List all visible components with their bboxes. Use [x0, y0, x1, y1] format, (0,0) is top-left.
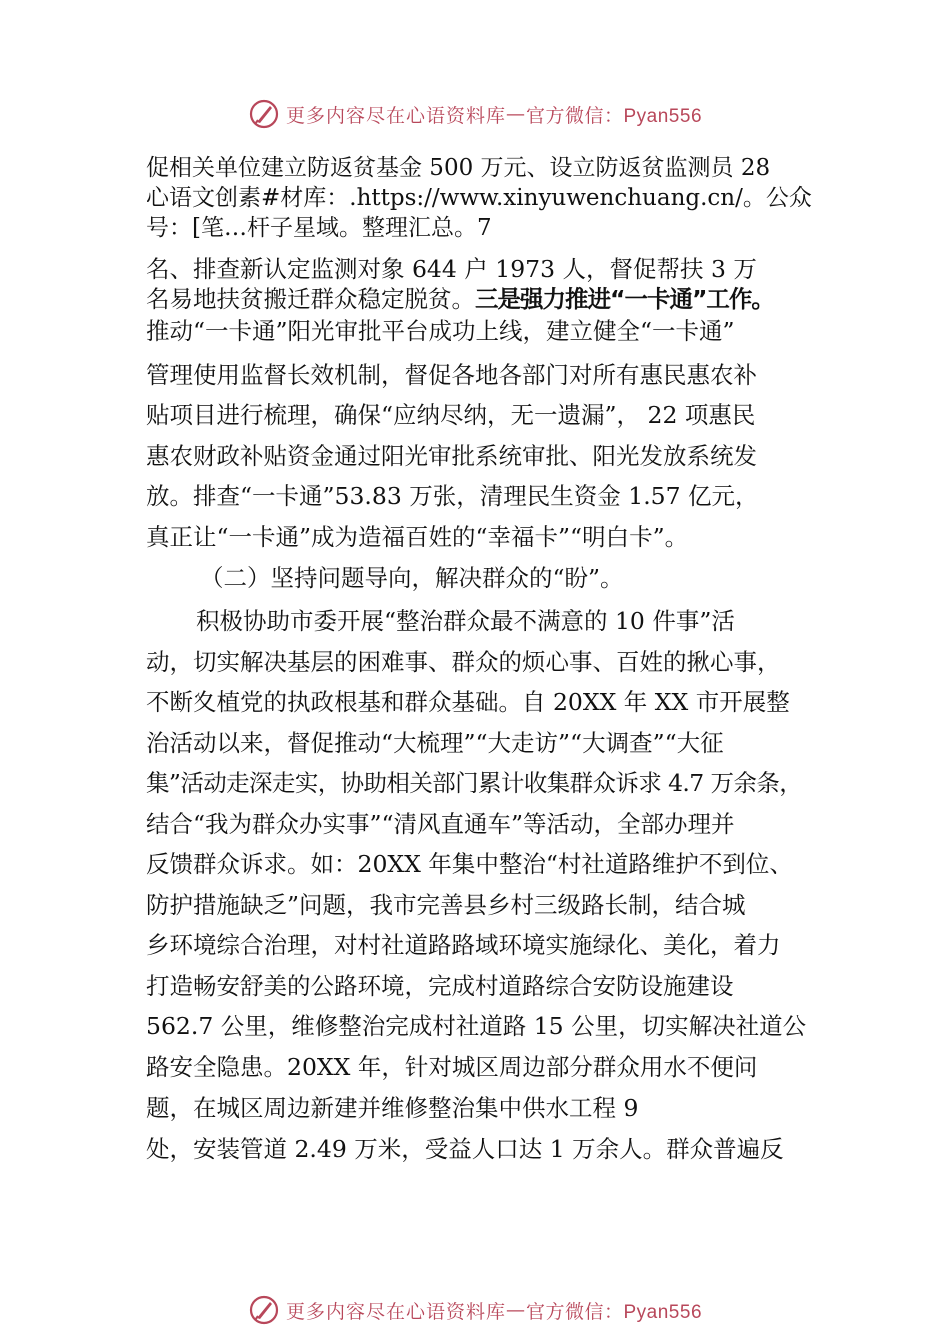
body-line: 动，切实解决基层的困难事、群众的烦心事、百姓的揪心事， [146, 648, 781, 676]
body-line: 管理使用监督长效机制，督促各地各部门对所有惠民惠农补 [146, 361, 757, 389]
body-line: 乡环境综合治理，对村社道路路域环境实施绿化、美化，着力 [146, 931, 781, 959]
body-line: 推动“一卡通”阳光审批平台成功上线，建立健全“一卡通” [146, 317, 735, 345]
body-line: 名、排查新认定监测对象 644 户 1973 人，督促帮扶 3 万 [146, 255, 757, 283]
banner-text: 更多内容尽在心语资料库 [285, 104, 506, 127]
body-line: 反馈群众诉求。如：20XX 年集中整治“村社道路维护不到位、 [146, 850, 793, 878]
body-line: 处，安装管道 2.49 万米，受益人口达 1 万余人。群众普遍反 [146, 1135, 784, 1163]
body-line: 防护措施缺乏”问题，我市完善县乡村三级路长制，结合城 [146, 891, 746, 919]
quill-logo-icon [248, 1294, 280, 1326]
body-line: 惠农财政补贴资金通过阳光审批系统审批、阳光发放系统发 [146, 442, 757, 470]
body-line: 名易地扶贫搬迁群众稳定脱贫。三是强力推进“一卡通”工作。 [146, 285, 774, 313]
banner-contact: 官方微信：Pyan556 [526, 1301, 703, 1323]
body-line: 号：[笔…杆子星域。整理汇总。7 [146, 215, 492, 241]
banner-contact: 官方微信：Pyan556 [526, 105, 703, 127]
footer-banner [0, 1290, 950, 1330]
quill-logo-icon [248, 98, 280, 130]
banner-dash: — [506, 1299, 526, 1321]
banner-text: 更多内容尽在心语资料库 [285, 1300, 506, 1323]
bold-heading: 三是强力推进“一卡通”工作。 [475, 285, 774, 313]
body-line: 打造畅安舒美的公路环境，完成村道路综合安防设施建设 [146, 972, 734, 1000]
section-heading: （二）坚持问题导向，解决群众的“盼”。 [200, 564, 624, 592]
header-banner [0, 94, 950, 134]
body-line: 贴项目进行梳理，确保“应纳尽纳，无一遗漏”， 22 项惠民 [146, 401, 756, 429]
banner-dash: — [506, 103, 526, 125]
body-line: 真正让“一卡通”成为造福百姓的“幸福卡”“明白卡”。 [146, 523, 689, 551]
body-line: 治活动以来，督促推动“大梳理”“大走访”“大调查”“大征 [146, 729, 724, 757]
body-line: 放。排查“一卡通”53.83 万张，清理民生资金 1.57 亿元， [146, 482, 759, 510]
body-line: 促相关单位建立防返贫基金 500 万元、设立防返贫监测员 28 [146, 155, 771, 181]
body-line: 心语文创素#材库：.https://www.xinyuwenchuang.cn/。公众 [146, 185, 812, 211]
body-line: 562.7 公里，维修整治完成村社道路 15 公里，切实解决社道公 [146, 1012, 807, 1040]
body-line: 不断⼢植党的执政根基和群众基础。自 20XX 年 XX 市开展整 [146, 688, 790, 716]
body-line: 题，在城区周边新建并维修整治集中供水工程 9 [146, 1094, 639, 1122]
body-line: 集”活动走深走实，协助相关部门累计收集群众诉求 4.7 万余条， [146, 769, 803, 797]
body-line: 结合“我为群众办实事”“清风直通车”等活动，全部办理并 [146, 810, 735, 838]
body-line: 路安全隐患。20XX 年，针对城区周边部分群众用水不便问 [146, 1053, 758, 1081]
body-line: 积极协助市委开展“整治群众最不满意的 10 件事”活 [196, 607, 735, 635]
